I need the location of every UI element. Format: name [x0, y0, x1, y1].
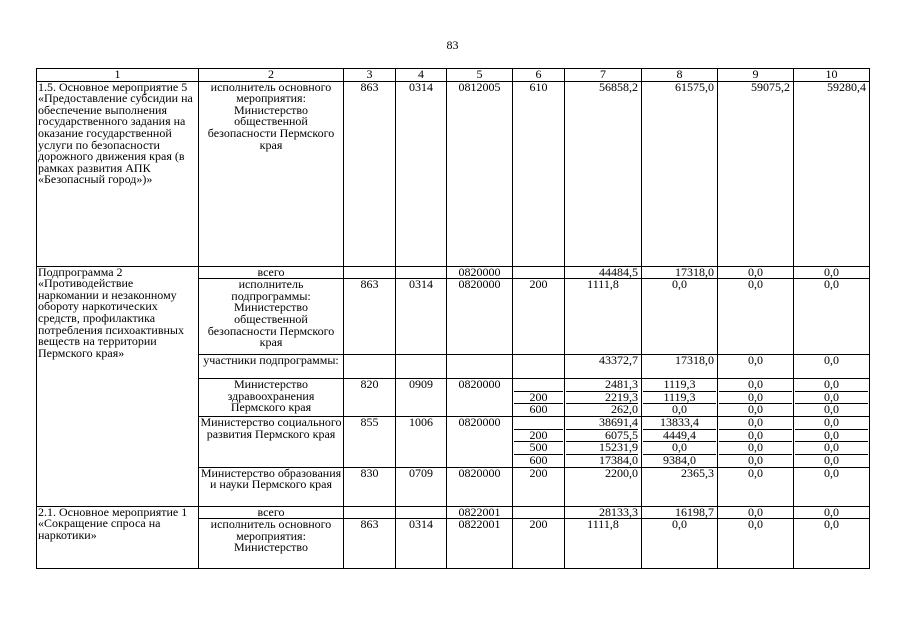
value-cell: 0,0 0,0 0,0: [718, 379, 794, 417]
csr-cell: 0822001: [447, 506, 513, 519]
vr-cell: 200 500 600: [513, 417, 565, 467]
header-cell: 9: [718, 69, 794, 82]
value-cell: 1111,8: [565, 519, 642, 569]
value-cell: 2481,3 2219,3 262,0: [565, 379, 642, 417]
value-cell: 38691,4 6075,5 15231,9 17384,0: [565, 417, 642, 467]
csr-cell: 0820000: [447, 266, 513, 279]
header-cell: 4: [396, 69, 447, 82]
vr-cell: 200: [513, 467, 565, 506]
value-cell: 0,0: [718, 506, 794, 519]
executor-cell: исполнитель основного мероприятия: Министерство: [199, 519, 344, 569]
csr-cell: 0820000: [447, 279, 513, 355]
vr-cell: 200 600: [513, 379, 565, 417]
value-cell: 16198,7: [642, 506, 718, 519]
header-cell: 7: [565, 69, 642, 82]
header-cell: 6: [513, 69, 565, 82]
vr-cell: 200: [513, 519, 565, 569]
table-row: [37, 81, 870, 266]
rzpr-cell: 0314: [396, 519, 447, 569]
value-cell: 0,0: [718, 519, 794, 569]
rzpr-cell: 0314: [396, 81, 447, 266]
total-label: всего: [199, 266, 344, 279]
value-cell: 2200,0: [565, 467, 642, 506]
activity-name: 2.1. Основное мероприятие 1 «Сокращение спроса на наркотики»: [37, 506, 199, 569]
value-cell: 1111,8: [565, 279, 642, 355]
csr-cell: 0820000: [447, 417, 513, 467]
executor-cell: исполнитель подпрограммы: Министерство общественной безопасности Пермского края: [199, 279, 344, 355]
vr-cell: 200: [513, 279, 565, 355]
budget-table: [36, 68, 870, 569]
grbs-cell: 830: [344, 467, 396, 506]
value-cell: 0,0 0,0 0,0 0,0: [718, 417, 794, 467]
grbs-cell: 863: [344, 519, 396, 569]
grbs-cell: 863: [344, 81, 396, 266]
ministry-health-label: Министерство здравоохранения Пермского края: [199, 379, 344, 417]
value-cell: 13833,4 4449,4 0,0 9384,0: [642, 417, 718, 467]
participants-label: участники подпрограммы:: [199, 355, 344, 379]
rzpr-cell: 1006: [396, 417, 447, 467]
csr-cell: 0820000: [447, 467, 513, 506]
value-cell: 0,0: [794, 266, 870, 279]
grbs-cell: 820: [344, 379, 396, 417]
value-cell: 0,0: [642, 519, 718, 569]
value-cell: 17318,0: [642, 355, 718, 379]
table-row: [37, 266, 870, 279]
value-cell: 56858,2: [565, 81, 642, 266]
value-cell: 0,0: [794, 279, 870, 355]
header-row: [37, 69, 870, 82]
header-cell: 5: [447, 69, 513, 82]
csr-cell: 0820000: [447, 379, 513, 417]
ministry-education-label: Министерство образования и науки Пермского края: [199, 467, 344, 506]
executor-cell: исполнитель основного мероприятия: Министерство общественной безопасности Пермского края: [199, 81, 344, 266]
rzpr-cell: 0709: [396, 467, 447, 506]
value-cell: 0,0: [794, 506, 870, 519]
value-cell: 0,0: [718, 279, 794, 355]
header-cell: 1: [37, 69, 199, 82]
value-cell: 59280,4: [794, 81, 870, 266]
grbs-cell: 863: [344, 279, 396, 355]
csr-cell: 0812005: [447, 81, 513, 266]
subprogram-name: Подпрограмма 2 «Противодействие наркомании и незаконному обороту наркотических средств, профилактика потребления психоактивных веществ на территории Пермского края»: [37, 266, 199, 506]
value-cell: 0,0: [718, 355, 794, 379]
value-cell: 17318,0: [642, 266, 718, 279]
value-cell: 0,0: [718, 467, 794, 506]
value-cell: 0,0: [718, 266, 794, 279]
rzpr-cell: 0314: [396, 279, 447, 355]
header-cell: 3: [344, 69, 396, 82]
vr-cell: 610: [513, 81, 565, 266]
value-cell: 44484,5: [565, 266, 642, 279]
header-cell: 10: [794, 69, 870, 82]
total-label: всего: [199, 506, 344, 519]
value-cell: 28133,3: [565, 506, 642, 519]
page-number: 83: [446, 38, 459, 52]
csr-cell: 0822001: [447, 519, 513, 569]
value-cell: 59075,2: [718, 81, 794, 266]
value-cell: 43372,7: [565, 355, 642, 379]
value-cell: 0,0: [794, 467, 870, 506]
value-cell: 0,0: [794, 355, 870, 379]
rzpr-cell: 0909: [396, 379, 447, 417]
value-cell: 61575,0: [642, 81, 718, 266]
header-cell: 2: [199, 69, 344, 82]
table-row: [37, 506, 870, 519]
value-cell: 0,0 0,0 0,0 0,0: [794, 417, 870, 467]
value-cell: 0,0: [794, 519, 870, 569]
activity-name: 1.5. Основное мероприятие 5 «Предоставление субсидии на обеспечение выполнения государственного задания на оказание государственной услуги по безопасности дорожного движения края (в рамках развития АПК «Безопасный город»)»: [37, 81, 199, 266]
value-cell: 1119,3 1119,3 0,0: [642, 379, 718, 417]
ministry-social-label: Министерство социального развития Пермского края: [199, 417, 344, 467]
value-cell: 2365,3: [642, 467, 718, 506]
value-cell: 0,0: [642, 279, 718, 355]
value-cell: 0,0 0,0 0,0: [794, 379, 870, 417]
grbs-cell: 855: [344, 417, 396, 467]
header-cell: 8: [642, 69, 718, 82]
